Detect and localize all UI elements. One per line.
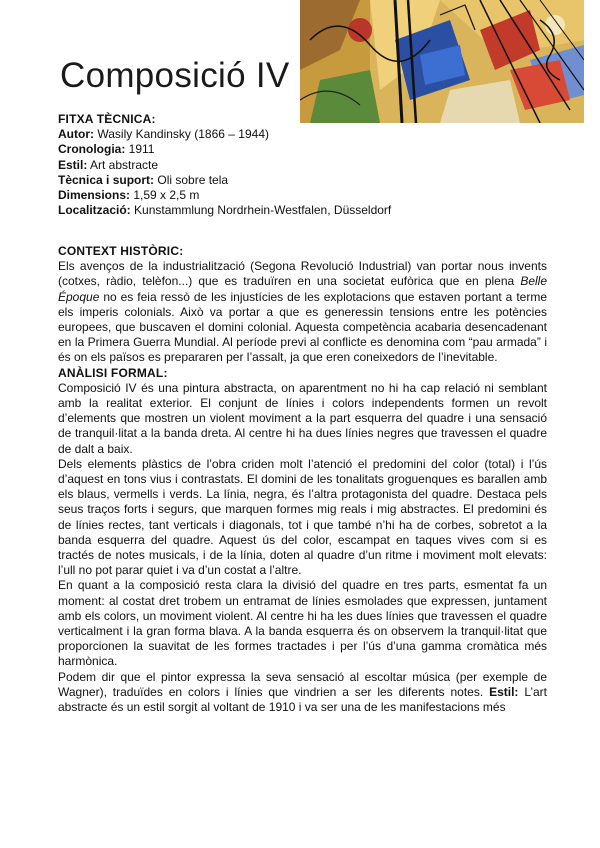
fitxa-row-dimensions	[58, 188, 478, 203]
fitxa-tecnica-section	[58, 112, 478, 218]
analisi-p4-end: L’art abstracte és un estil sorgit al voltant de 1910 i va ser una de les manifestacions més	[58, 684, 547, 715]
fitxa-row-cronologia	[58, 142, 478, 157]
estil-bold-label: Estil:	[489, 684, 519, 699]
fitxa-value: 1,59 x 2,5 m	[133, 188, 200, 203]
analisi-p4-start: Podem dir que el pintor expressa la seva sensació al escoltar música (per exemple de Wagner), traduïdes en colors i línies que vindrien a ser les diferents notes.	[58, 669, 547, 699]
fitxa-row-tecnica	[58, 173, 478, 188]
page-title: Composició IV	[60, 56, 290, 95]
analisi-paragraph-4	[58, 670, 547, 716]
fitxa-row-estil	[58, 158, 478, 173]
context-paragraph	[58, 259, 547, 365]
fitxa-value: Kunstammlung Nordrhein-Westfalen, Düsseldorf	[134, 203, 392, 218]
analisi-paragraph-2: Dels elements plàstics de l’obra criden molt l’atenció el predomini del color (total) i l’ús d’aquest en tons vius i contrastats. El domini de les tonalitats groguenques es barallen amb els blaus, vermells i verds. La línia, negra, és l’altra protagonista del quadre. Destaca pels seus traços forts i segurs, que marquen formes mig reals i mig abstractes. El predomini és de línies rectes, tant verticals i diagonals, tot i que també n’hi ha de corbes, sobretot a la banda esquerra del quadre. Aquest ús del color, escampat en taques vives com si es tractés de notes musicals, i de la línia, doten al quadre d’un ritme i moviment molt elevats: l’ull no pot parar quiet i va d’un costat a l’altre.	[58, 456, 547, 578]
belle-epoque-italic: Belle Époque	[58, 274, 547, 304]
fitxa-row-autor	[58, 127, 478, 142]
context-heading: CONTEXT HISTÒRIC:	[58, 244, 184, 258]
analisi-paragraph-1: Composició IV és una pintura abstracta, on aparentment no hi ha cap relació ni semblant amb la realitat exterior. El conjunt de línies i colors independents formen un revolt d’elements que mostren un violent moviment a la part esquerra del quadre i una sensació de tranquil·litat a la banda dreta. Al centre hi ha dues línies negres que travessen el quadre de dalt a baix.	[58, 380, 547, 456]
fitxa-label: Autor:	[58, 127, 94, 142]
analisi-paragraph-3: En quant a la composició resta clara la divisió del quadre en tres parts, esmentat fa un moment: al costat dret trobem un entramat de línies esmolades que expressen, juntament amb els colors, un moviment violent. Al centre hi ha les dues línies que travessen el quadre verticalment i la gran forma blava. A la banda esquerra és on observem la tranquil·litat que proporcionen la suavitat de les formes tractades i per l’ús d’una gamma cromàtica més harmònica.	[58, 578, 547, 669]
fitxa-label: Tècnica i suport:	[58, 172, 155, 187]
fitxa-label: Cronologia:	[58, 142, 126, 157]
context-text-end: no es feia ressò de les injustícies de les explotacions que estaven portant a terme els imperis colonials. Això va portar a que es generessin tensions entre les potències europees, que buscaven el domini colonial. Aquesta competència acabaria desencadenant en la Primera Guerra Mundial. Al període previ al conflicte es denomina com “pau armada” i és on els països es prepararen per l’assalt, ja que eren coneixedors de l’inevitable.	[58, 289, 547, 365]
analisi-heading: ANÀLISI FORMAL:	[58, 365, 168, 380]
fitxa-label: Estil:	[58, 157, 88, 172]
fitxa-value: Wasily Kandinsky (1866 – 1944)	[97, 127, 269, 142]
fitxa-value: 1911	[128, 142, 155, 157]
main-text-section	[58, 244, 547, 715]
fitxa-heading: FITXA TÈCNICA:	[58, 112, 156, 126]
painting-image	[300, 0, 584, 123]
fitxa-label: Dimensions:	[58, 188, 131, 203]
kandinsky-painting-illustration	[300, 0, 584, 123]
fitxa-value: Art abstracte	[90, 157, 159, 172]
context-text-start: Els avenços de la industrialització (Segona Revolució Industrial) van portar nous invents (cotxes, ràdio, telèfon...) que es traduïren en una societat eufòrica que en plena	[58, 259, 547, 289]
fitxa-row-localitzacio	[58, 203, 478, 218]
fitxa-label: Localització:	[58, 203, 131, 218]
fitxa-value: Oli sobre tela	[157, 172, 229, 187]
